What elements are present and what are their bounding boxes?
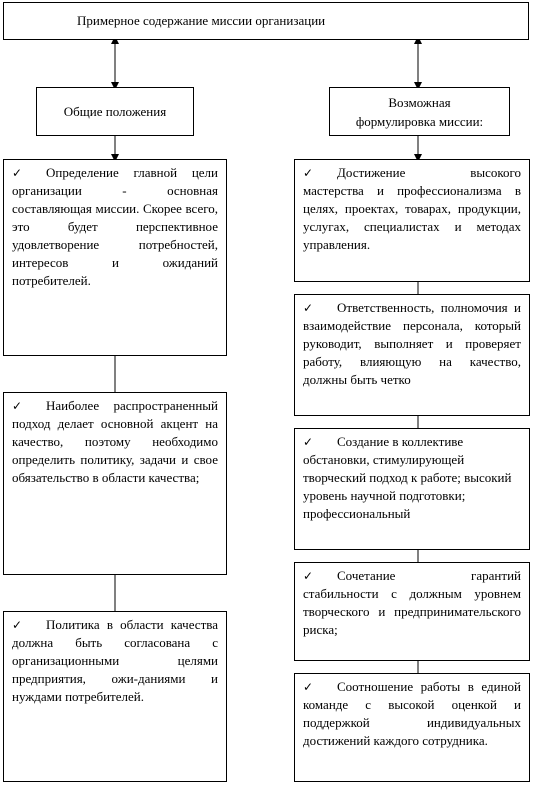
- right-header-text: Возможная формулировка миссии:: [355, 94, 484, 129]
- right-item-4: [294, 562, 530, 661]
- check-icon: ✓: [12, 399, 23, 413]
- title-box: [3, 2, 529, 40]
- left-item-text: Политика в области качества должна быть согласована с организационными целями предприятия, ожи-даниями и нуждами потребителей.: [12, 617, 218, 704]
- left-header-text: Общие положения: [63, 103, 167, 119]
- right-item-1: [294, 159, 530, 282]
- right-item-text: Достижение высокого мастерства и профессионализма в целях, проектах, товарах, продукции, услугах, специалистах и методах управления.: [303, 165, 521, 252]
- left-item-2: [3, 392, 227, 575]
- check-icon: ✓: [12, 618, 23, 632]
- right-item-3: [294, 428, 530, 550]
- check-icon: ✓: [303, 435, 314, 449]
- left-header-box: [36, 87, 194, 136]
- right-item-text: Создание в коллективе обстановки, стимулирующей творческий подход к работе; высокий уровень научной подготовки; профессиональный: [303, 434, 512, 521]
- left-item-1: [3, 159, 227, 356]
- right-item-text: Ответственность, полномочия и взаимодействие персонала, который руководит, выполняет и проверяет работу, влияющую на качество, должны быть четко: [303, 300, 521, 387]
- title-text: Примерное содержание миссии организации: [77, 13, 326, 28]
- check-icon: ✓: [12, 166, 23, 180]
- left-item-3: [3, 611, 227, 782]
- right-item-5: [294, 673, 530, 782]
- check-icon: ✓: [303, 301, 314, 315]
- left-item-text: Определение главной цели организации - основная составляющая миссии. Скорее всего, это будет перспективное удовлетворение потребностей, интересов и ожиданий потребителей.: [12, 165, 218, 288]
- check-icon: ✓: [303, 569, 314, 583]
- check-icon: ✓: [303, 166, 314, 180]
- right-header-box: [329, 87, 510, 136]
- right-item-text: Соотношение работы в единой команде с высокой оценкой и поддержкой индивидуальных достижений каждого сотрудника.: [303, 679, 521, 748]
- right-item-2: [294, 294, 530, 416]
- right-item-text: Сочетание гарантий стабильности с должным уровнем творческого и предпринимательского риска;: [303, 568, 521, 637]
- left-item-text: Наиболее распространенный подход делает основной акцент на качество, поэтому необходимо определить политику, задачи и свое обязательство в области качества;: [12, 398, 218, 485]
- check-icon: ✓: [303, 680, 314, 694]
